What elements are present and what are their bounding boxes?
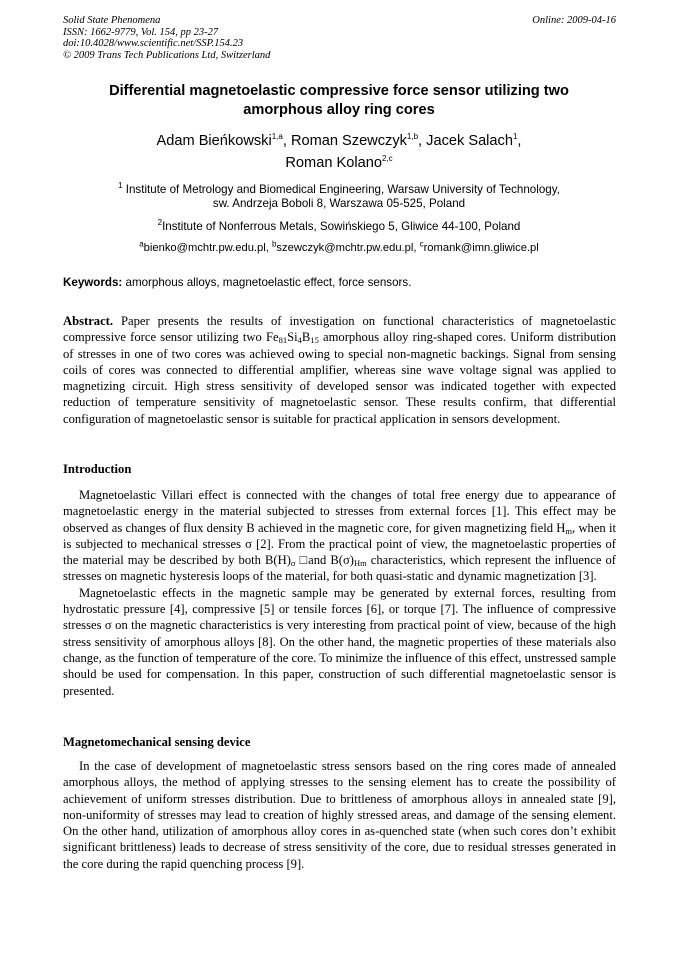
email-address: szewczyk@mchtr.pw.edu.pl,: [276, 242, 420, 254]
affiliation-text: Institute of Nonferrous Metals, Sowińskiego 5, Gliwice 44-100, Poland: [162, 220, 521, 233]
subscript: 81: [278, 335, 288, 346]
affiliation-2: [70, 220, 608, 234]
paper-title: [70, 82, 608, 120]
subscript: Hm: [353, 558, 367, 569]
affiliation-mark: 2: [157, 218, 163, 228]
section-heading-magnetomechanical: Magnetomechanical sensing device: [63, 735, 251, 749]
introduction-body: [63, 487, 616, 699]
subscript: 4: [297, 335, 302, 346]
abstract-text: B: [301, 330, 311, 345]
paragraph: [63, 487, 616, 585]
subscript: m: [565, 525, 573, 536]
abstract-text: Paper presents the results of investigation on functional characteristics of magnetoelastic compressive force sensor utilizing two Fe: [63, 314, 616, 345]
paragraph: Magnetoelastic effects in the magnetic sample may be generated by external forces, resulting from hydrostatic pressure [4], compressive [5] or tensile forces [6], or torque [7]. The influence of compressive stresses σ on the magnetic characteristics is very interesting from practical point of view, because of the high stress sensitivity of amorphous alloys [8]. On the other hand, the magnetic properties of these materials also change, as the function of temperature of the core. To minimize the influence of this effect, unstressed sample should be used for compensation. In this paper, construction of such differential magnetoelastic sensor is presented.: [63, 585, 616, 698]
journal-name: Solid State Phenomena: [63, 15, 161, 26]
email-address: romank@imn.gliwice.pl: [423, 242, 539, 254]
doi-line: doi:10.4028/www.scientific.net/SSP.154.23: [63, 38, 244, 49]
publication-info: [63, 15, 270, 61]
affiliation-mark: 1: [118, 181, 123, 191]
title-line-1: Differential magnetoelastic compressive force sensor utilizing two: [109, 83, 569, 99]
author-line-1: [70, 130, 608, 152]
author-separator: ,: [418, 133, 427, 149]
magnetomechanical-body: [63, 758, 616, 872]
paragraph: In the case of development of magnetoelastic stress sensors based on the ring cores made of annealed amorphous alloys, the method of applying stresses to the sensing element has to create the possibility of achievement of uniform stresses distribution. Due to brittleness of amorphous alloys in annealed state [9], non-uniformity of stresses may lead to creation of highly stressed areas, and damage of the sensing element. On the other hand, utilization of amorphous alloy cores in as-quenched state (when such cores don’t exhibit significant brittleness) leads to decrease of stress sensitivity of the core, due to residual stresses generated in the core during the rapid quenching process [9].: [63, 759, 616, 871]
author-name: Jacek Salach: [426, 133, 513, 149]
section-heading-introduction: Introduction: [63, 462, 132, 476]
abstract-text: amorphous alloy ring-shaped cores. Uniform distribution of stresses in one of two cores was achieved owing to special non-magnetic backings. Signal from sensing coils of cores was connected to differential amplifier, whereas sine wave voltage signal was applied to magnetizing circuit. High stress sensitivity of developed sensor was indicated together with expected reduction of temperature sensitivity of magnetoelastic sensor. These results confirm, that differential configuration of magnetoelastic sensor is suitable for practical application in sensors development.: [63, 330, 616, 426]
online-date: Online: 2009-04-16: [532, 15, 616, 26]
paragraph-text: , when it is subjected to mechanical stresses σ [2]. From the practical point of view, the magnetoelastic properties of the material may be described by both B(H): [63, 520, 616, 568]
author-emails: [70, 241, 608, 255]
keywords-label: Keywords:: [63, 276, 123, 289]
email-mark: a: [139, 239, 144, 249]
author-name: Roman Szewczyk: [290, 133, 407, 149]
abstract: [63, 313, 616, 427]
author-affiliation-mark: 1,a: [271, 132, 283, 142]
affiliation-1-line-1: [70, 183, 608, 197]
paragraph-text: characteristics, which represent the influence of stresses on magnetic hysteresis loops of the material, for both quasi-static and dynamic magnetization [3].: [63, 553, 617, 584]
email-mark: b: [271, 239, 277, 249]
email-mark: c: [419, 239, 424, 249]
author-list: [70, 130, 608, 174]
keywords-text: amorphous alloys, magnetoelastic effect, force sensors.: [122, 276, 412, 289]
author-separator: ,: [517, 133, 522, 149]
keywords: [63, 276, 616, 290]
paragraph-text: Magnetoelastic Villari effect is connected with the changes of total free energy due to appearance of magnetoelastic energy in the material subjected to stresses from external forces [1]. This effect may be observed as changes of flux density B achieved in the magnetic core, for given magnetizing field H: [63, 488, 616, 535]
author-affiliation-mark: 1,b: [406, 132, 419, 142]
author-name: Roman Kolano: [285, 155, 382, 171]
subscript: 15: [310, 335, 319, 346]
author-name: Adam Bieńkowski: [156, 133, 272, 149]
email-address: bienko@mchtr.pw.edu.pl,: [143, 242, 272, 254]
affiliation-1-line-2: sw. Andrzeja Boboli 8, Warszawa 05-525, Poland: [212, 197, 466, 210]
author-affiliation-mark: 1: [512, 132, 518, 142]
abstract-label: Abstract.: [63, 314, 114, 328]
author-line-2: [70, 152, 608, 174]
paragraph-text: □and B(σ): [295, 553, 354, 568]
title-line-2: amorphous alloy ring cores: [243, 102, 435, 118]
author-separator: ,: [282, 133, 291, 149]
copyright-line: © 2009 Trans Tech Publications Ltd, Switzerland: [63, 49, 271, 61]
abstract-text: Si: [287, 330, 298, 345]
author-affiliation-mark: 2,c: [381, 154, 393, 164]
issn-line: ISSN: 1662-9779, Vol. 154, pp 23-27: [63, 26, 219, 38]
subscript: σ: [290, 558, 296, 569]
affiliation-1: [70, 183, 608, 211]
affiliation-text: Institute of Metrology and Biomedical Engineering, Warsaw University of Technology,: [122, 183, 560, 196]
